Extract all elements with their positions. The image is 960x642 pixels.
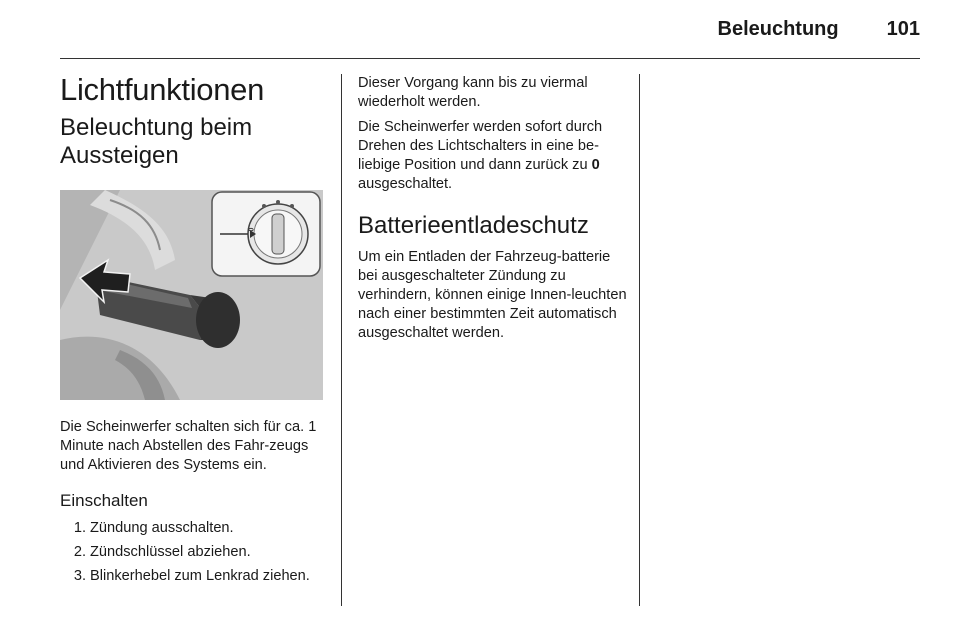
light-switch-illustration (60, 190, 323, 400)
header-rule (60, 58, 920, 59)
section-title: Beleuchtung beim Aussteigen (60, 114, 253, 169)
column-divider-1 (341, 74, 342, 606)
step-text: Blinkerhebel zum Lenkrad ziehen. (90, 568, 310, 584)
list-item (60, 567, 326, 586)
left-column (60, 72, 326, 591)
paragraph-switch-off-end: ausgeschaltet. (358, 176, 453, 192)
section-title-battery: Batterieentladeschutz (358, 212, 589, 239)
list-item (60, 519, 326, 538)
running-header (670, 18, 921, 41)
middle-column (358, 74, 628, 349)
step-number: 3. (73, 568, 86, 584)
column-divider-2 (639, 74, 640, 606)
paragraph-switch-off (358, 118, 628, 194)
list-item (60, 543, 326, 562)
steps-list (60, 519, 326, 586)
figure-label: 0 (248, 227, 256, 232)
chapter-title: Lichtfunktionen (60, 72, 265, 107)
step-text: Zündschlüssel abziehen. (90, 544, 251, 560)
lever-figure (60, 190, 323, 400)
step-text: Zündung ausschalten. (90, 520, 234, 536)
header-section-title: Beleuchtung (717, 18, 839, 40)
step-number: 1. (73, 520, 86, 536)
step-number: 2. (73, 544, 86, 560)
page-number: 101 (886, 18, 920, 40)
off-position-symbol: 0 (591, 157, 600, 173)
subsection-title: Einschalten (60, 491, 148, 510)
paragraph-battery: Um ein Entladen der Fahrzeug-batterie bei ausgeschalteter Zündung zu verhindern, können einige Innen-leuchten nach einer bestimmten Zeit automatisch ausgeschaltet werden. (358, 249, 627, 341)
body-paragraph: Die Scheinwerfer schalten sich für ca. 1 Minute nach Abstellen des Fahr-zeugs und Aktivieren des Systems ein. (60, 419, 317, 473)
paragraph-repeat: Dieser Vorgang kann bis zu viermal wiederholt werden. (358, 75, 588, 110)
paragraph-switch-off-text: Die Scheinwerfer werden sofort durch Drehen des Lichtschalters in eine be-liebige Position und dann zurück zu (358, 119, 603, 173)
